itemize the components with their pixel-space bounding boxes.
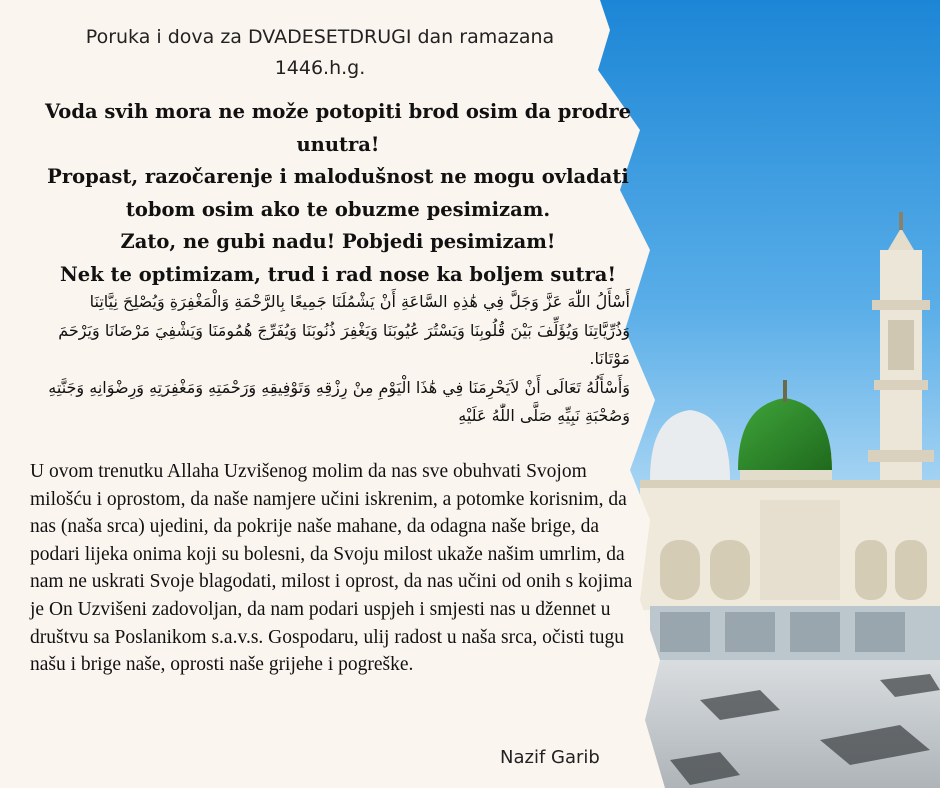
arabic-paragraph: أَسْأَلُ اللّٰهَ عَزَّ وَجَلَّ فِي هَٰذِهِ السَّاعَةِ أَنْ يَشْمُلَنَا جَمِيعًا بِالرَّحْمَةِ وَالْمَغْفِرَةِ وَيُصْلِحَ نِيَّاتِنَا وَذُرِّيَّاتِنَا وَيُؤَلِّفَ بَيْنَ قُلُوبِنَا وَيَسْتُرَ عُيُوبَنَا وَيَغْفِرَ ذُنُوبَنَا وَيُفَرِّجَ هُمُومَنَا وَيَشْفِيَ مَرْضَانَا وَيَرْحَمَ مَوْتَانَا. bbox=[58, 292, 630, 368]
motivational-quote bbox=[22, 96, 654, 291]
arabic-dua bbox=[40, 288, 630, 431]
quote-line: Zato, ne gubi nadu! Pobjedi pesimizam! bbox=[120, 230, 556, 253]
quote-line: Voda svih mora ne može potopiti brod osim da prodre unutra! bbox=[44, 100, 632, 156]
dua-translation: U ovom trenutku Allaha Uzvišenog molim da nas sve obuhvati Svojom milošću i oprostom, da naše namjere učini iskrenim, a potomke korisnim, da nas (naša srca) ujedini, da pokrije naše mahane, da odagna naše brige, da podari lijeka onima koji su bolesni, da Svoju milost ukaže našim umrlim, da nam ne uskrati Svoje blagodati, milost i oprost, da nas učini od onih s kojima je On Uzvišeni zadovoljan, da nam podari uspjeh i smjesti nas u džennet u društvu sa Poslanikom s.a.v.s. Gospodaru, ulij radost u naša srca, očisti tugu našu i brige naše, oprosti naše grijehe i pogreške. bbox=[30, 461, 633, 676]
post-title: Poruka i dova za DVADESETDRUGI dan ramazana 1446.h.g. bbox=[85, 26, 555, 79]
arabic-paragraph: وَأَسْأَلُهُ تَعَالَى أَنْ لاَيَحْرِمَنَا فِي هَٰذَا الْيَوْمِ مِنْ رِزْقِهِ وَتَوْفِيقِهِ وَرَحْمَتِهِ وَمَغْفِرَتِهِ وَرِضْوَانِهِ وَجَنَّتِهِ وَصُحْبَةِ نَبِيِّهِ صَلَّى اللّٰهُ عَلَيْهِ bbox=[48, 377, 630, 425]
quote-line: Propast, razočarenje i malodušnost ne mogu ovladati tobom osim ako te obuzme pesimizam. bbox=[47, 165, 629, 221]
quote-line: Nek te optimizam, trud i rad nose ka boljem sutra! bbox=[59, 262, 617, 286]
author-signature: Nazif Garib bbox=[500, 747, 600, 768]
